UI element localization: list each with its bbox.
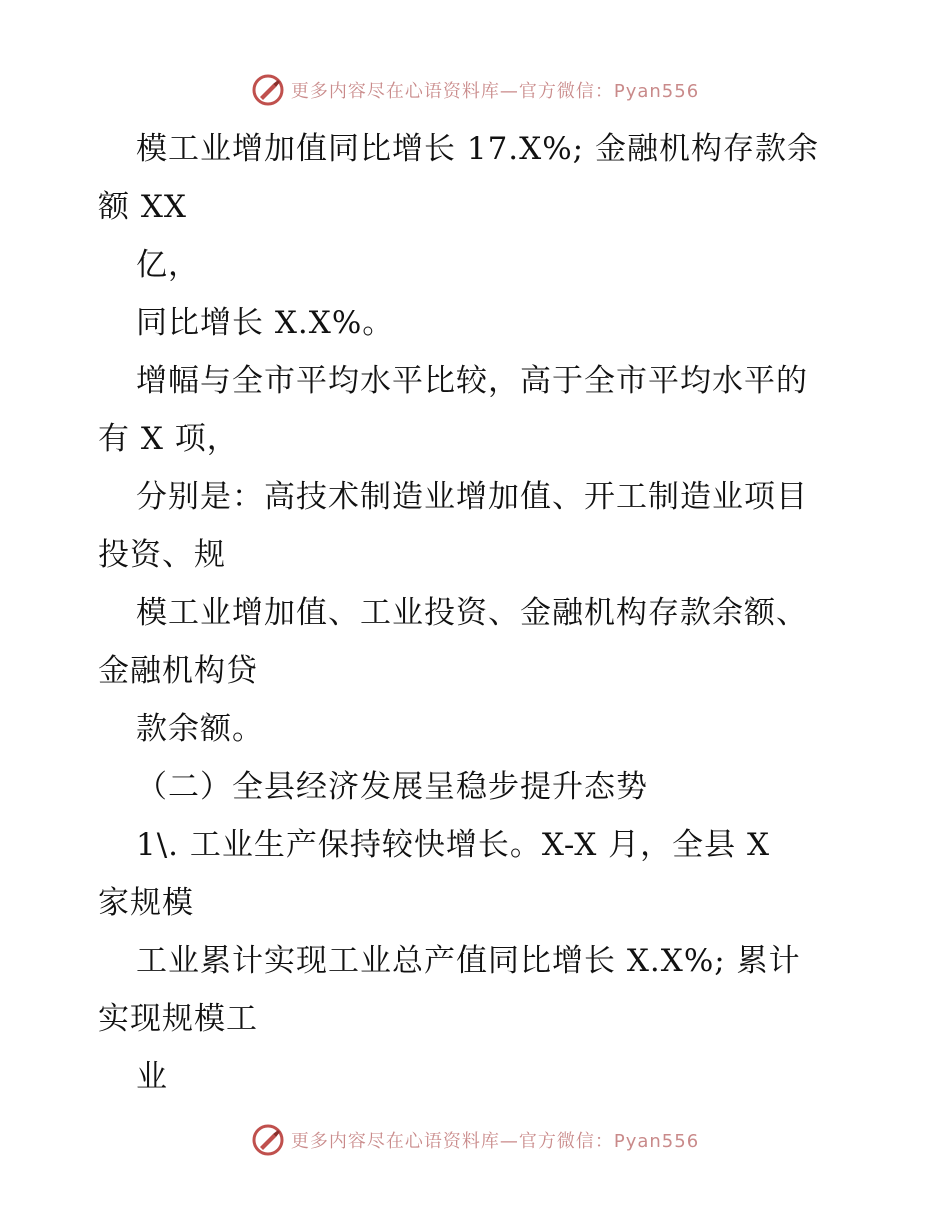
text-line: 1\. 工业生产保持较快增长。X-X 月，全县 X xyxy=(136,827,771,863)
text-line: 额 XX xyxy=(98,189,187,225)
header-watermark-text: 更多内容尽在心语资料库—官方微信：Pyan556 xyxy=(290,81,700,102)
text-line: （二）全县经济发展呈稳步提升态势 xyxy=(136,769,648,805)
text-line: 有 X 项， xyxy=(98,421,239,457)
footer-watermark xyxy=(0,1120,950,1160)
document-body xyxy=(98,120,858,1106)
text-line: 金融机构贷 xyxy=(98,653,258,689)
text-line: 工业累计实现工业总产值同比增长 X.X%; 累计 xyxy=(136,943,801,979)
text-line: 业 xyxy=(136,1059,168,1095)
text-line: 实现规模工 xyxy=(98,1001,258,1037)
pen-logo-icon xyxy=(251,73,285,107)
text-line: 家规模 xyxy=(98,885,194,921)
text-line: 亿， xyxy=(136,247,200,283)
pen-logo-icon xyxy=(251,1123,285,1157)
footer-watermark-text: 更多内容尽在心语资料库—官方微信：Pyan556 xyxy=(290,1131,700,1152)
text-line: 模工业增加值同比增长 17.X%; 金融机构存款余 xyxy=(136,131,819,167)
text-line: 分别是：高技术制造业增加值、开工制造业项目 xyxy=(136,479,808,515)
header-watermark xyxy=(0,70,950,110)
text-line: 同比增长 X.X%。 xyxy=(136,305,395,341)
text-line: 模工业增加值、工业投资、金融机构存款余额、 xyxy=(136,595,808,631)
text-line: 投资、规 xyxy=(98,537,226,573)
text-line: 增幅与全市平均水平比较，高于全市平均水平的 xyxy=(136,363,808,399)
text-line: 款余额。 xyxy=(136,711,264,747)
